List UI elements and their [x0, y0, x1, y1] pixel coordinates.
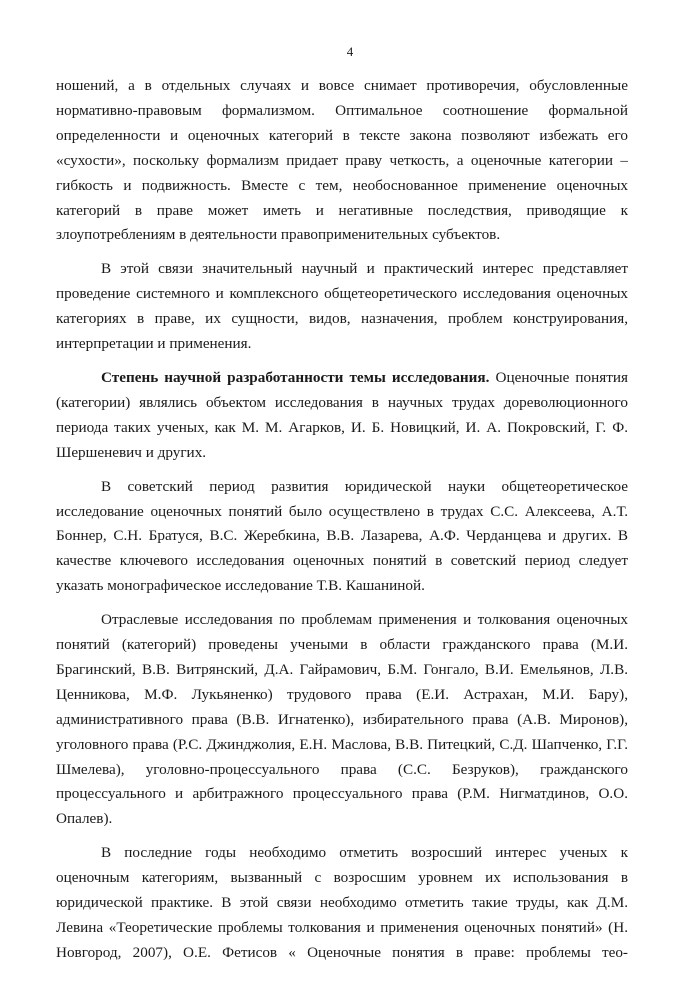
paragraph-research-relevance: В этой связи значительный научный и практический интерес представляет проведение системного и комплексного общетеоретического исследования оценочных категориях в праве, их сущности, видов, назначения, проблем конструирования, интерпретации и применения. [56, 260, 628, 353]
document-body [56, 74, 628, 966]
paragraph-sectoral-research: Отраслевые исследования по проблемам применения и толкования оценочных понятий (категорий) проведены учеными в области гражданского права (М.И. Брагинский, В.В. Витрянский, Д.А. Гайрамович, Б.М. Гонгало, В.И. Емельянов, Л.В. Ценникова, М.Ф. Лукьяненко) трудового права (Е.И. Астрахан, М.И. Бару), административного права (В.В. Игнатенко), избирательного права (А.В. Миронов), уголовного права (Р.С. Джинджолия, Е.Н. Маслова, В.В. Питецкий, С.Д. Шапченко, Г.Г. Шмелева), уголовно-процессуального права (С.С. Безруков), гражданского процессуального и арбитражного процессуального права (Р.М. Нигматдинов, О.О. Опалев). [56, 611, 628, 828]
paragraph-soviet-period: В советский период развития юридической науки общетеоретическое исследование оценочных понятий было осуществлено в трудах С.С. Алексеева, А.Т. Боннер, С.Н. Братуся, В.С. Жеребкина, В.В. Лазарева, А.Ф. Черданцева и других. В качестве ключевого исследования оценочных понятий в советский период следует указать монографическое исследование Т.В. Кашаниной. [56, 477, 628, 595]
page-number: 4 [346, 44, 354, 59]
paragraph-degree-of-development [56, 366, 628, 466]
paragraph-text: Оценочные понятия (категории) являлись объектом исследования в научных трудах дореволюционного периода таких ученых, как М. М. Агарков, И. Б. Новицкий, И. А. Покровский, Г. Ф. Шершеневич и других. [56, 368, 628, 461]
paragraph-recent-years: В последние годы необходимо отметить возросший интерес ученых к оценочным категориям, вызванный с возросшим уровнем их использования в юридической практике. В этой связи необходимо отметить такие труды, как Д.М. Левина «Теоретические проблемы толкования и применения оценочных понятий» (Н. Новгород, 2007), О.Е. Фетисов « Оценочные понятия в праве: проблемы тео- [56, 844, 628, 961]
section-heading: Степень научной разработанности темы исследования. [101, 368, 490, 386]
paragraph-continuation: ношений, а в отдельных случаях и вовсе снимает противоречия, обусловленные нормативно-правовым формализмом. Оптимальное соотношение формальной определенности и оценочных категорий в тексте закона позволяют избежать его «сухости», поскольку формализм придает праву четкость, а оценочные категории – гибкость и подвижность. Вместе с тем, необоснованное применение оценочных категорий в праве может иметь и негативные последствия, приводящие к злоупотреблениям в деятельности правоприменительных субъектов. [56, 77, 628, 244]
